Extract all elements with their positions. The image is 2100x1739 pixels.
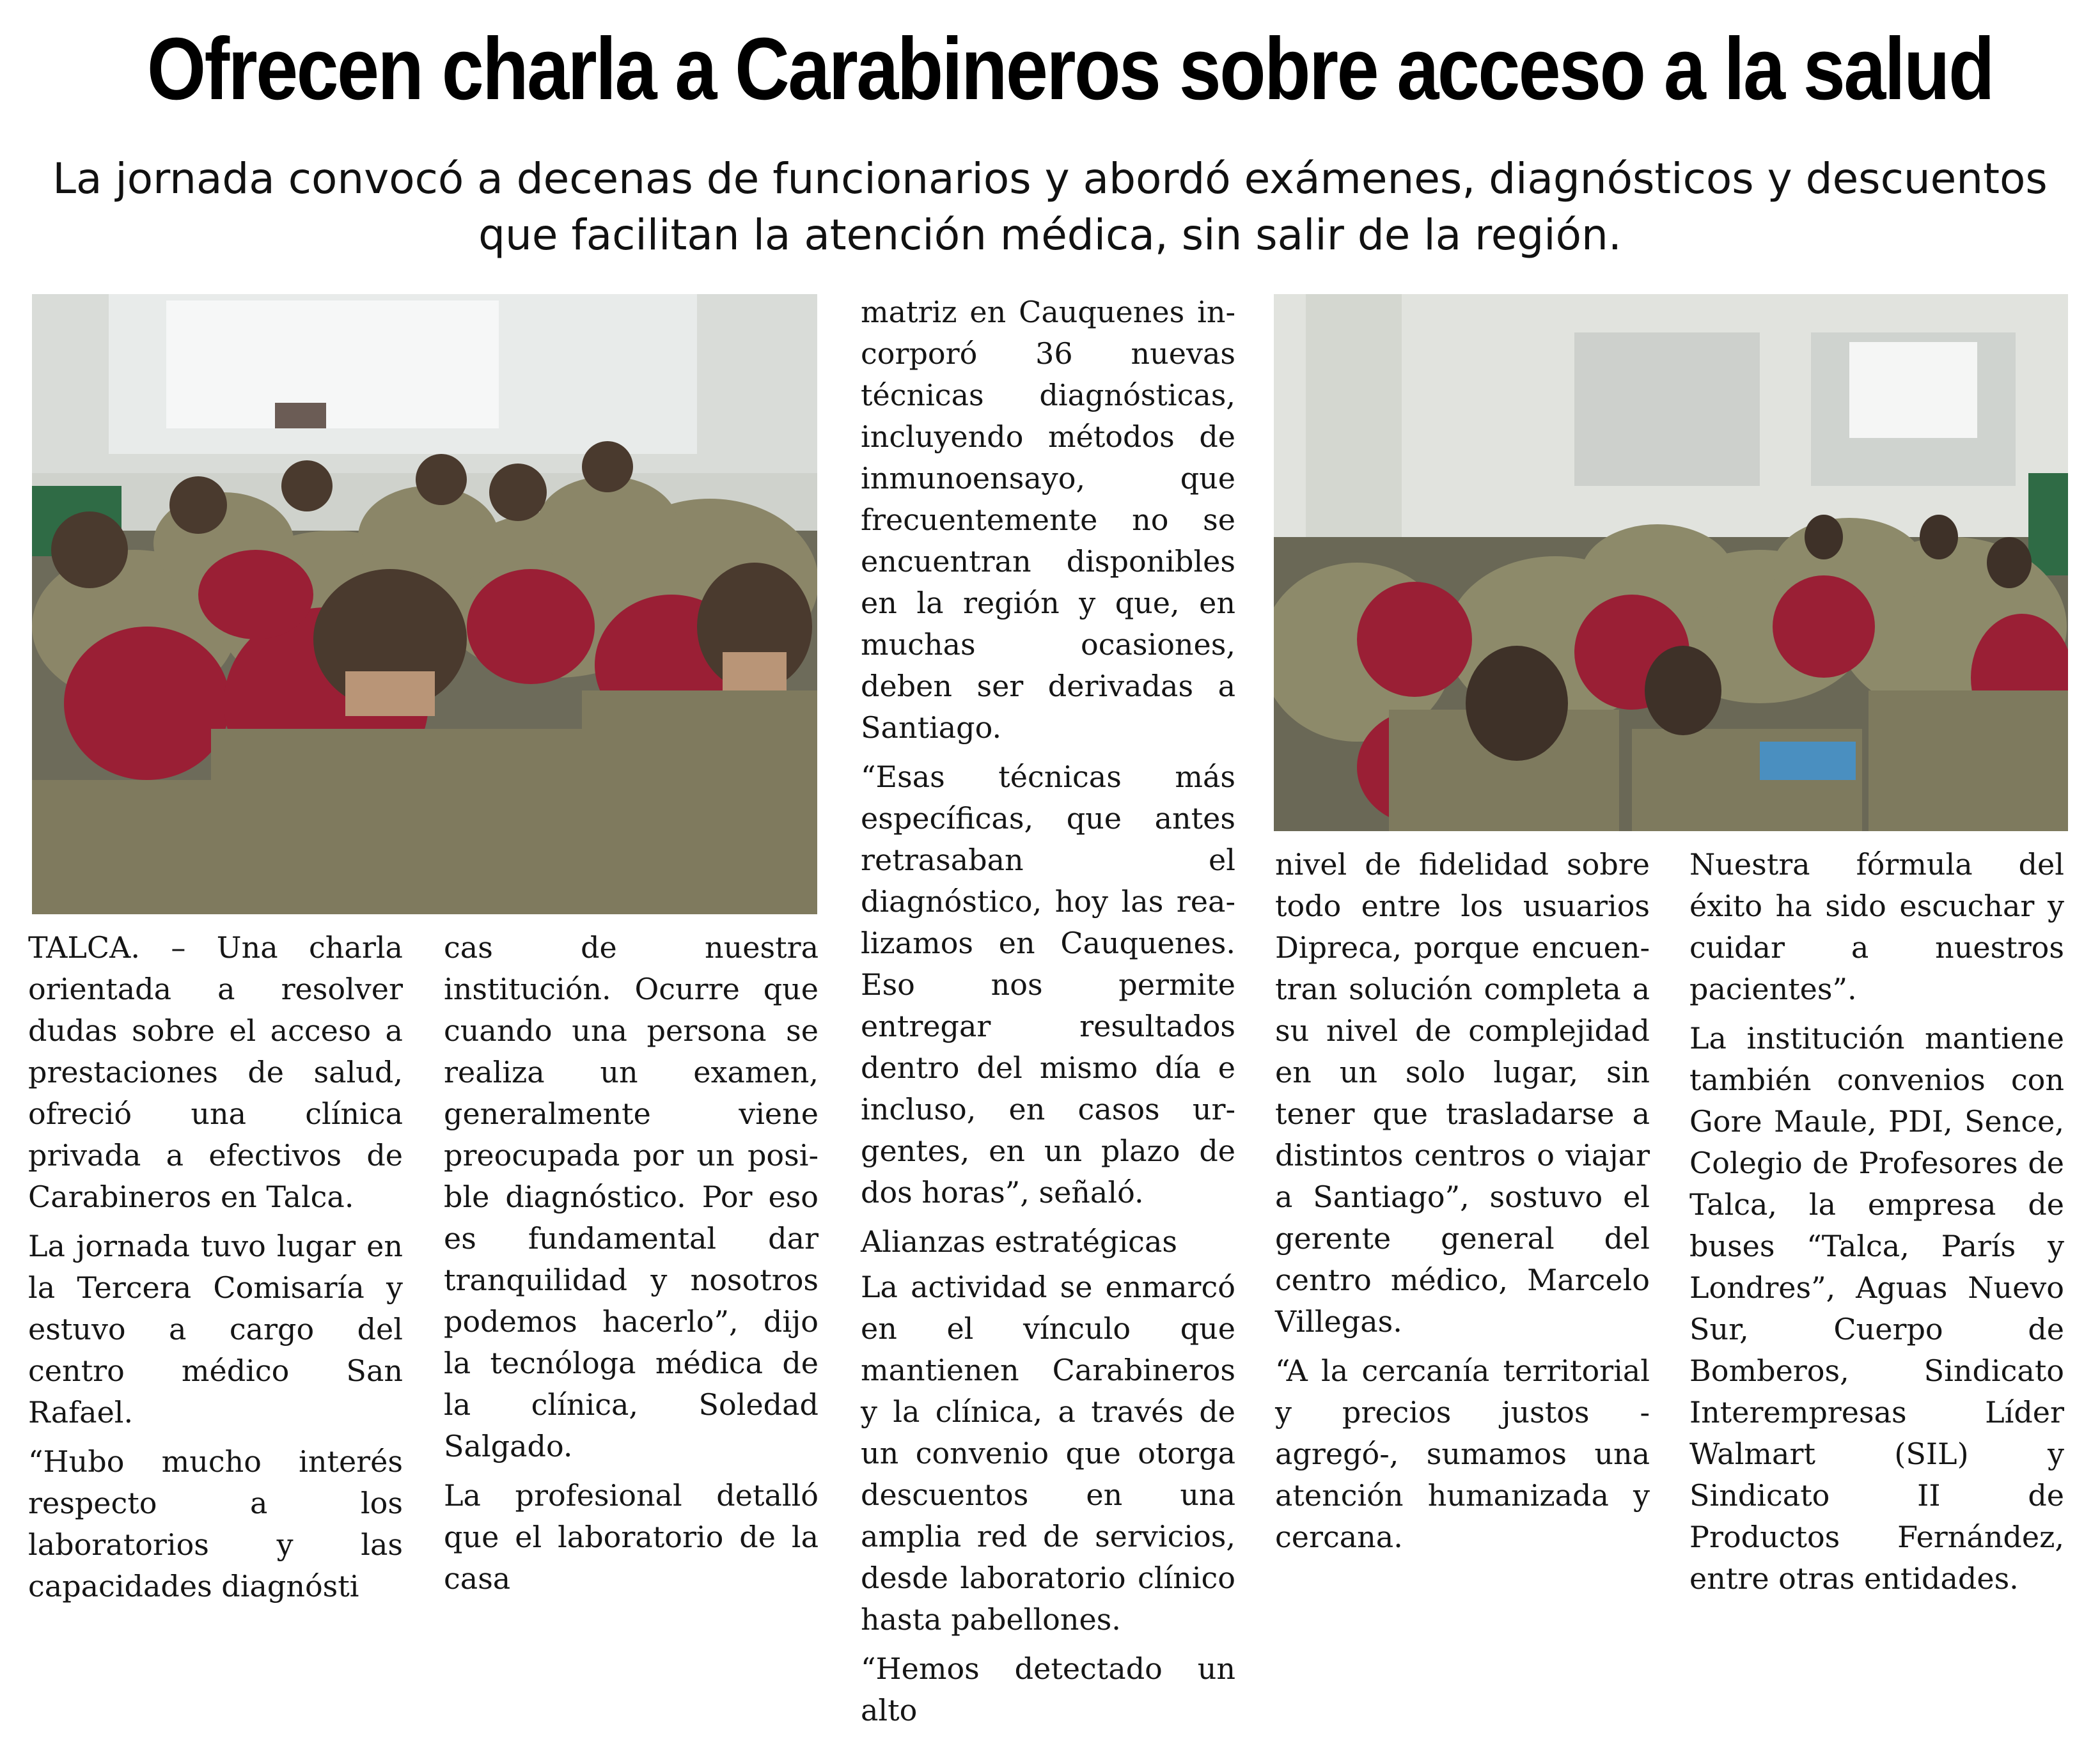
col4-paragraph: “A la cercanía territorial y precios justos -agregó-, sumamos una atención humanizada y cercana.	[1275, 1353, 1650, 1554]
col1-paragraph: TALCA. – Una charla orientada a resolver dudas sobre el acceso a prestaciones de salud, ofreció una clínica privada a efectivos de Carabineros en Talca.	[28, 930, 403, 1214]
col1-paragraph: La jornada tuvo lugar en la Tercera Comisaría y estuvo a cargo del centro médico San Rafael.	[28, 1229, 403, 1430]
col3-paragraph: “Hemos detectado un alto	[861, 1651, 1235, 1727]
col3-paragraph: La actividad se enmarcó en el vínculo que mantienen Carabineros y la clínica, a través de un convenio que otorga descuentos en una amplia red de servicios, desde laboratorio clínico hasta pabellones.	[861, 1270, 1235, 1637]
photo-right	[1274, 294, 2068, 831]
col4-paragraph: nivel de fidelidad sobre todo entre los usuarios Dipreca, porque encuentran solución completa a su nivel de complejidad en un solo lugar, sin tener que trasladarse a distintos centros o viajar a Santiago”, sostuvo el gerente general del centro médico, Marcelo Villegas.	[1275, 847, 1650, 1339]
column-3	[861, 292, 1235, 1739]
col2-paragraph: La profesional detalló que el laboratorio de la casa	[444, 1478, 819, 1596]
photo-left	[32, 294, 817, 914]
subheadline: La jornada convocó a decenas de funcionarios y abordó exámenes, diagnósticos y descuentos que facilitan la atención médica, sin salir de la región.	[52, 154, 2048, 260]
col5-paragraph: Nuestra fórmula del éxito ha sido escuchar y cuidar a nuestros pacientes”.	[1689, 847, 2064, 1006]
column-1	[28, 927, 403, 1615]
column-5	[1689, 844, 2064, 1607]
col3-paragraph: matriz en Cauquenes incorporó 36 nuevas técnicas diagnósticas, incluyendo métodos de inmunoensayo, que frecuentemente no se encuentran disponibles en la región y que, en muchas ocasiones, deben ser derivadas a Santiago.	[861, 295, 1235, 745]
column-2	[444, 927, 819, 1607]
column-4	[1275, 844, 1650, 1566]
col1-paragraph: “Hubo mucho interés respecto a los laboratorios y las capacidades diagnósti	[28, 1444, 403, 1603]
col2-paragraph: cas de nuestra institución. Ocurre que cuando una persona se realiza un examen, generalmente viene preocupada por un posible diagnóstico. Por eso es fundamental dar tranquilidad y nosotros podemos hacerlo”, dijo la tecnóloga médica de la clínica, Soledad Salgado.	[444, 930, 819, 1463]
col3-paragraph: “Esas técnicas más específicas, que antes retrasaban el diagnóstico, hoy las realizamos en Cauquenes. Eso nos permite entregar resultados dentro del mismo día e incluso, en casos urgentes, en un plazo de dos horas”, señaló.	[861, 760, 1235, 1210]
col5-paragraph: La institución mantiene también convenios con Gore Maule, PDI, Sence, Colegio de Profesores de Talca, la empresa de buses “Talca, París y Londres”, Aguas Nuevo Sur, Cuerpo de Bomberos, Sindicato Interempresas Líder Walmart (SIL) y Sindicato II de Productos Fernández, entre otras entidades.	[1689, 1021, 2064, 1596]
section-subheading: Alianzas estratégicas	[861, 1224, 1177, 1259]
headline: Ofrecen charla a Carabineros sobre acceso a la salud	[146, 20, 1993, 118]
